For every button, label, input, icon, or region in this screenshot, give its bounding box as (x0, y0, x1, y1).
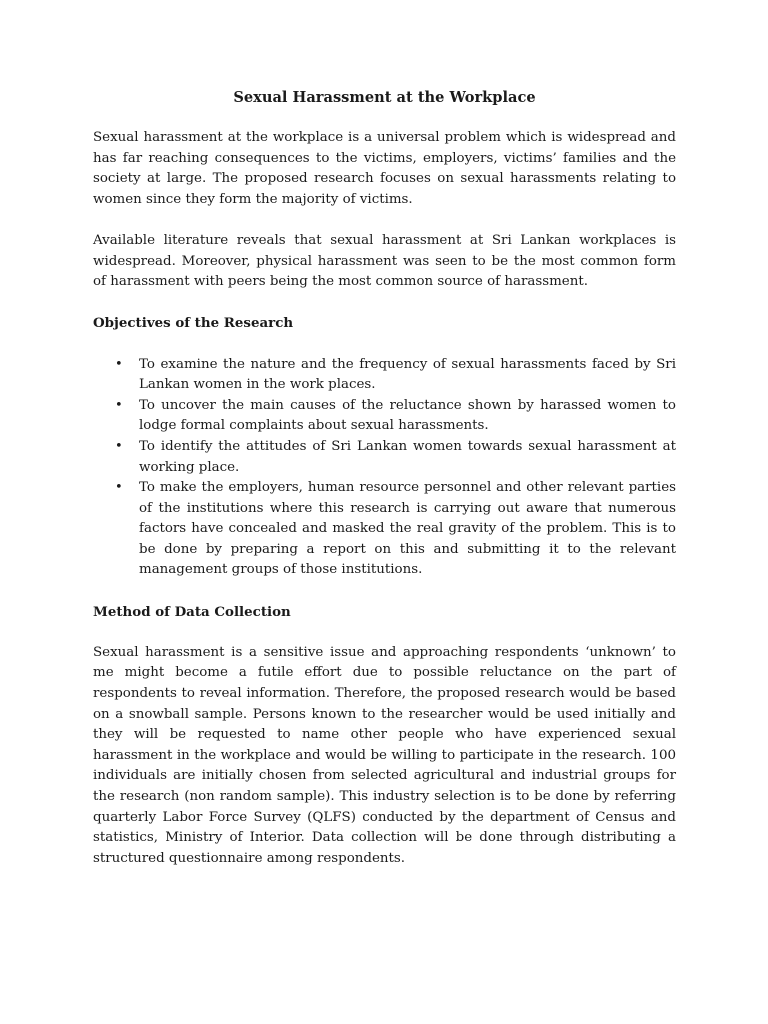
objective-text: To examine the nature and the frequency of sexual harassments faced by Sri Lankan women in the work places. (139, 356, 676, 393)
intro-paragraph-1: Sexual harassment at the workplace is a universal problem which is widespread and has far reaching consequences to the victims, employers, victims’ families and the society at large. The proposed research focuses on sexual harassments relating to women since they form the majority of victims. (93, 130, 676, 207)
objective-text: To uncover the main causes of the reluctance shown by harassed women to lodge formal complaints about sexual harassments. (139, 397, 676, 434)
document-page (93, 88, 676, 890)
bullet-icon: • (115, 480, 123, 496)
objective-item (93, 437, 676, 478)
document-title: Sexual Harassment at the Workplace (233, 89, 536, 106)
bullet-icon: • (115, 356, 123, 372)
method-paragraph: Sexual harassment is a sensitive issue and approaching respondents ‘unknown’ to me might become a futile effort due to possible reluctance on the part of respondents to reveal information. Therefore, the proposed research would be based on a snowball sample. Persons known to the researcher would be used initially and they will be requested to name other people who have experienced sexual harassment in the workplace and would be willing to participate in the research. 100 individuals are initially chosen from selected agricultural and industrial groups for the research (non random sample). This industry selection is to be done by referring quarterly Labor Force Survey (QLFS) conducted by the department of Census and statistics, Ministry of Interior. Data collection will be done through distributing a structured questionnaire among respondents. (93, 644, 676, 866)
objectives-heading: Objectives of the Research (93, 315, 294, 332)
objective-item (93, 396, 676, 437)
intro-paragraph-2: Available literature reveals that sexual harassment at Sri Lankan workplaces is widespread. Moreover, physical harassment was seen to be the most common form of harassment with peers being the most common source of harassment. (93, 232, 676, 290)
method-heading: Method of Data Collection (93, 603, 291, 620)
objective-item (93, 478, 676, 581)
objectives-list (93, 355, 676, 582)
objective-text: To identify the attitudes of Sri Lankan women towards sexual harassment at working place. (139, 438, 676, 475)
objective-item (93, 355, 676, 396)
bullet-icon: • (115, 438, 123, 454)
bullet-icon: • (115, 397, 123, 413)
objective-text: To make the employers, human resource personnel and other relevant parties of the institutions where this research is carrying out aware that numerous factors have concealed and masked the real gravity of the problem. This is to be done by preparing a report on this and submitting it to the relevant management groups of those institutions. (139, 480, 676, 578)
